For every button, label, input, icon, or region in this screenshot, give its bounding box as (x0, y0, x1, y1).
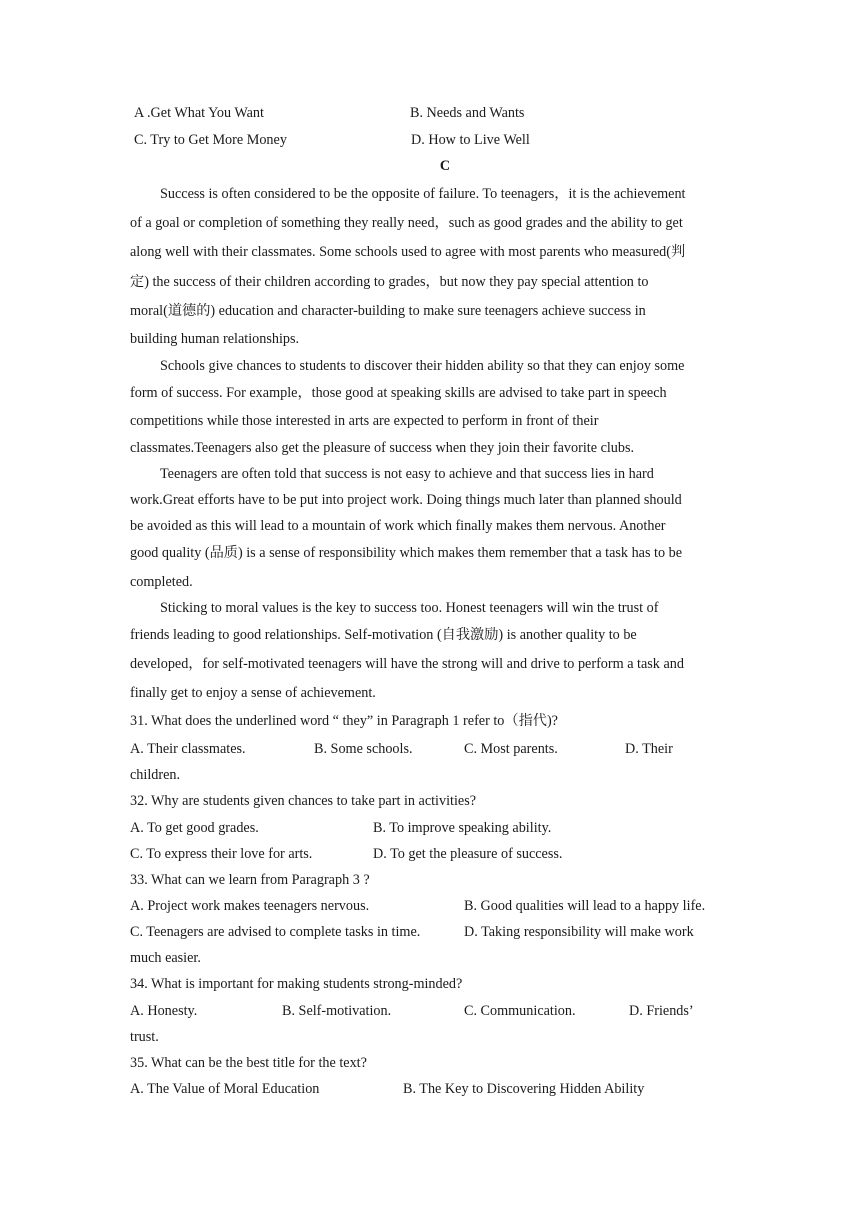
choice-a: A. Project work makes teenagers nervous. (130, 898, 370, 914)
passage-line: 定) the success of their children according to grades，but now they pay special attention to (130, 274, 649, 290)
passage-line: of a goal or completion of something they really need，such as good grades and the ability to get (130, 215, 683, 231)
choice-b: B. To improve speaking ability. (373, 820, 552, 836)
choice-d: D. To get the pleasure of success. (373, 846, 563, 862)
choice-c: C. Most parents. (464, 741, 558, 757)
choice-d: D. Friends’ (629, 1003, 694, 1019)
choice-d: D. Taking responsibility will make work (464, 924, 694, 940)
option-d: D. How to Live Well (411, 132, 530, 148)
passage-line: competitions while those interested in arts are expected to perform in front of their (130, 413, 599, 429)
choice-d-continued: trust. (130, 1029, 159, 1045)
passage-line: along well with their classmates. Some schools used to agree with most parents who measured(判 (130, 244, 686, 260)
passage-line: work.Great efforts have to be put into project work. Doing things much later than planned should (130, 492, 682, 508)
choice-b: B. Some schools. (314, 741, 413, 757)
question-stem: 35. What can be the best title for the text? (130, 1055, 367, 1071)
option-a: A .Get What You Want (134, 105, 264, 121)
passage-line: Teenagers are often told that success is not easy to achieve and that success lies in hard (160, 466, 654, 482)
passage-line: good quality (品质) is a sense of responsibility which makes them remember that a task has to be (130, 545, 683, 561)
choice-b: B. The Key to Discovering Hidden Ability (403, 1081, 645, 1097)
question-stem: 33. What can we learn from Paragraph 3 ? (130, 872, 370, 888)
passage-line: moral(道德的) education and character-building to make sure teenagers achieve success in (130, 303, 646, 319)
choice-b: B. Good qualities will lead to a happy life. (464, 898, 706, 914)
choice-a: A. Their classmates. (130, 741, 246, 757)
question-stem: 31. What does the underlined word “ they” in Paragraph 1 refer to（指代)? (130, 713, 558, 729)
option-c: C. Try to Get More Money (134, 132, 287, 148)
passage-line: finally get to enjoy a sense of achievement. (130, 685, 376, 701)
choice-c: C. To express their love for arts. (130, 846, 313, 862)
question-stem: 34. What is important for making students strong-minded? (130, 976, 463, 992)
choice-a: A. Honesty. (130, 1003, 198, 1019)
choice-a: A. To get good grades. (130, 820, 259, 836)
passage-line: completed. (130, 574, 193, 590)
choice-c: C. Teenagers are advised to complete tasks in time. (130, 924, 421, 940)
passage-line: developed，for self-motivated teenagers will have the strong will and drive to perform a task and (130, 656, 684, 672)
passage-line: Success is often considered to be the opposite of failure. To teenagers，it is the achievement (160, 186, 686, 202)
section-label: C (439, 158, 451, 174)
choice-c: C. Communication. (464, 1003, 576, 1019)
passage-line: building human relationships. (130, 331, 300, 347)
passage-line: Sticking to moral values is the key to success too. Honest teenagers will win the trust of (160, 600, 659, 616)
passage-line: classmates.Teenagers also get the pleasure of success when they join their favorite clubs. (130, 440, 635, 456)
choice-d-continued: children. (130, 767, 181, 783)
choice-a: A. The Value of Moral Education (130, 1081, 320, 1097)
choice-b: B. Self-motivation. (282, 1003, 392, 1019)
choice-d: D. Their (625, 741, 673, 757)
passage-line: be avoided as this will lead to a mountain of work which finally makes them nervous. Another (130, 518, 666, 534)
passage-line: Schools give chances to students to discover their hidden ability so that they can enjoy some (160, 358, 685, 374)
option-b: B. Needs and Wants (410, 105, 525, 121)
question-stem: 32. Why are students given chances to take part in activities? (130, 793, 477, 809)
choice-d-continued: much easier. (130, 950, 201, 966)
passage-line: friends leading to good relationships. Self-motivation (自我激励) is another quality to be (130, 627, 637, 643)
passage-line: form of success. For example，those good at speaking skills are advised to take part in speech (130, 385, 667, 401)
